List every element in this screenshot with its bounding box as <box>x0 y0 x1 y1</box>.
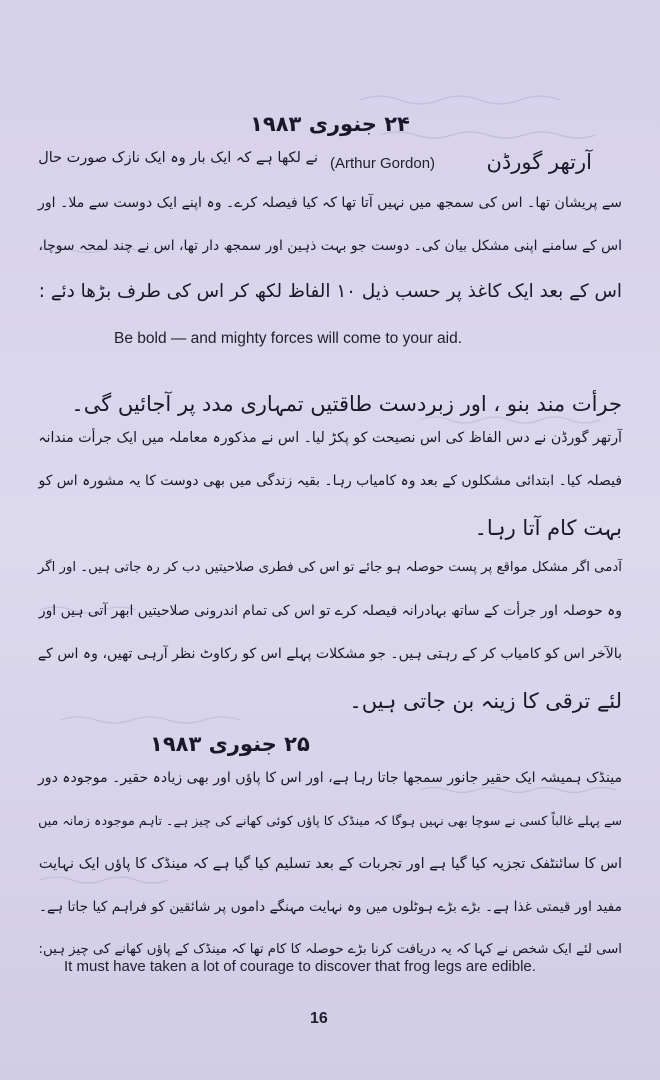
paragraph-line: بہت کام آتا رہا۔ <box>474 516 622 540</box>
paragraph-line: وہ حوصلہ اور جرأت کے ساتھ بہادرانہ فیصلہ کرے تو اس کی تمام اندرونی صلاحیتیں ابھر آتی ہیں اور <box>38 603 622 619</box>
paragraph-line: اسی لئے ایک شخص نے کہا کہ یہ دریافت کرنا بڑے حوصلہ کا کام تھا کہ مینڈک کے پاؤں کھانے کی چیز ہیں: <box>38 942 622 957</box>
paragraph-line: فیصلہ کیا۔ ابتدائی مشکلوں کے بعد وہ کامیاب رہا۔ بقیہ زندگی میں بھی دوست کا یہ مشورہ اس کو <box>38 473 622 489</box>
paragraph-line: سے پریشان تھا۔ اس کی سمجھ میں نہیں آتا تھا کہ کیا فیصلہ کرے۔ وہ اپنے ایک دوست سے ملا۔ اور <box>38 195 622 211</box>
entry-date-heading: ۲۴ جنوری ۱۹۸۳ <box>250 112 410 136</box>
paragraph-line: مینڈک ہمیشہ ایک حقیر جانور سمجھا جاتا رہا ہے، اور اس کا پاؤں اور بھی زیادہ حقیر۔ موجودہ دور <box>37 770 622 786</box>
paragraph-line: اس کے سامنے اپنی مشکل بیان کی۔ دوست جو بہت ذہین اور سمجھ دار تھا، اس نے چند لمحہ سوچا، <box>38 238 622 254</box>
paragraph-line: اس کا سائنٹفک تجزیہ کیا گیا ہے اور تجربات کے بعد تسلیم کیا گیا ہے کہ مینڈک کا پاؤں ایک نہایت <box>38 856 622 872</box>
english-quote: It must have taken a lot of courage to discover that frog legs are edible. <box>64 958 536 975</box>
paragraph-line: نے لکھا ہے کہ ایک بار وہ ایک نازک صورت حال <box>38 150 318 166</box>
paragraph-line: بالآخر اس کو کامیاب کر کے رہتی ہیں۔ جو مشکلات پہلے اس کو رکاوٹ نظر آرہی تھیں، وہ اس کے <box>37 646 622 662</box>
paragraph-line: آدمی اگر مشکل مواقع پر پست حوصلہ ہو جائے تو اس کی فطری صلاحیتیں دب کر رہ جاتی ہیں۔ اور اگر <box>37 560 622 575</box>
author-name-english: (Arthur Gordon) <box>330 155 436 172</box>
paragraph-line: آرتھر گورڈن <box>486 150 592 174</box>
paragraph-line: آرتھر گورڈن نے دس الفاظ کی اس نصیحت کو پکڑ لیا۔ اس نے مذکورہ معاملہ میں ایک جرأت مندانہ <box>38 430 622 446</box>
page-number: 16 <box>310 1010 328 1027</box>
paragraph-line: لئے ترقی کا زینہ بن جاتی ہیں۔ <box>349 689 622 713</box>
english-quote: Be bold — and mighty forces will come to your aid. <box>114 330 463 347</box>
entry-date-heading: ۲۵ جنوری ۱۹۸۳ <box>150 732 310 756</box>
paragraph-line: سے پہلے غالباً کسی نے سوچا بھی نہیں ہوگا کہ مینڈک کا پاؤں کوئی کھانے کی چیز ہے۔ تاہم موجودہ زمانہ میں <box>38 813 622 828</box>
paragraph-line: مفید اور قیمتی غذا ہے۔ بڑے بڑے ہوٹلوں میں وہ نہایت مہنگے داموں پر شائقین کو فراہم کیا جاتا ہے۔ <box>38 899 622 915</box>
paragraph-line: اس کے بعد ایک کاغذ پر حسب ذیل ۱۰ الفاظ لکھ کر اس کی طرف بڑھا دئے : <box>38 281 622 302</box>
quote-translation: جرأت مند بنو ، اور زبردست طاقتیں تمہاری مدد پر آجائیں گی۔ <box>71 392 622 416</box>
